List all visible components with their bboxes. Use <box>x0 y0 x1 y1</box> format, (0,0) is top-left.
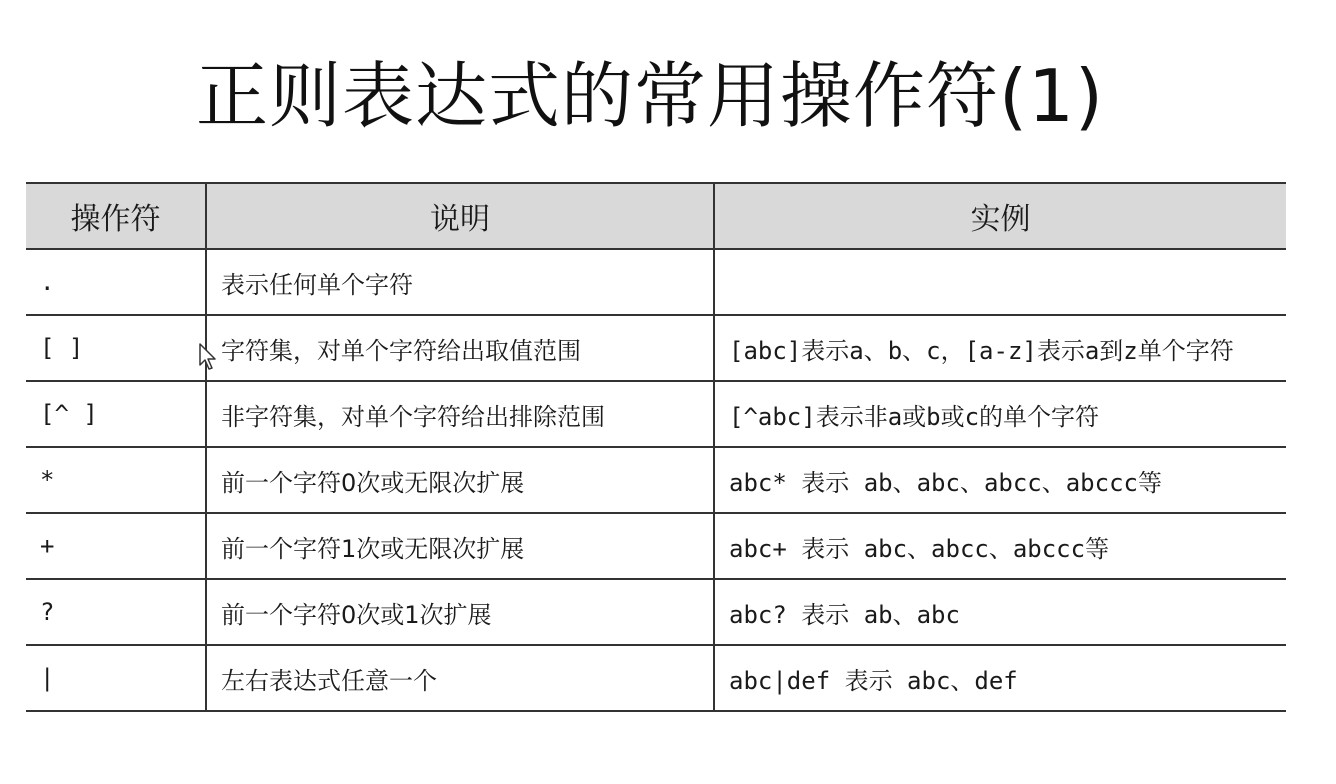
slide-title: 正则表达式的常用操作符(1) <box>196 54 1104 138</box>
description-cell: 非字符集，对单个字符给出排除范围 <box>206 381 714 447</box>
example-cell: abc? 表示 ab、abc <box>714 579 1286 645</box>
header-operator: 操作符 <box>26 183 206 249</box>
mouse-pointer-icon <box>199 343 217 371</box>
example-cell <box>714 249 1286 315</box>
operator-cell: | <box>26 645 206 711</box>
example-cell: [^abc]表示非a或b或c的单个字符 <box>714 381 1286 447</box>
header-example: 实例 <box>714 183 1286 249</box>
description-cell: 前一个字符1次或无限次扩展 <box>206 513 714 579</box>
table-row <box>26 579 1286 645</box>
description-cell: 字符集，对单个字符给出取值范围 <box>206 315 714 381</box>
example-cell: [abc]表示a、b、c，[a-z]表示a到z单个字符 <box>714 315 1286 381</box>
operator-cell: ? <box>26 579 206 645</box>
description-cell: 表示任何单个字符 <box>206 249 714 315</box>
table-row <box>26 645 1286 711</box>
operators-table <box>26 182 1286 712</box>
example-cell: abc* 表示 ab、abc、abcc、abccc等 <box>714 447 1286 513</box>
table-header-row <box>26 183 1286 249</box>
operator-cell: [ ] <box>26 315 206 381</box>
operator-cell: . <box>26 249 206 315</box>
description-cell: 左右表达式任意一个 <box>206 645 714 711</box>
table-row <box>26 513 1286 579</box>
table-row <box>26 381 1286 447</box>
description-cell: 前一个字符0次或1次扩展 <box>206 579 714 645</box>
example-cell: abc+ 表示 abc、abcc、abccc等 <box>714 513 1286 579</box>
table-row <box>26 447 1286 513</box>
example-cell: abc|def 表示 abc、def <box>714 645 1286 711</box>
header-description: 说明 <box>206 183 714 249</box>
operator-cell: * <box>26 447 206 513</box>
description-cell: 前一个字符0次或无限次扩展 <box>206 447 714 513</box>
table-row <box>26 249 1286 315</box>
operator-cell: [^ ] <box>26 381 206 447</box>
operator-cell: + <box>26 513 206 579</box>
